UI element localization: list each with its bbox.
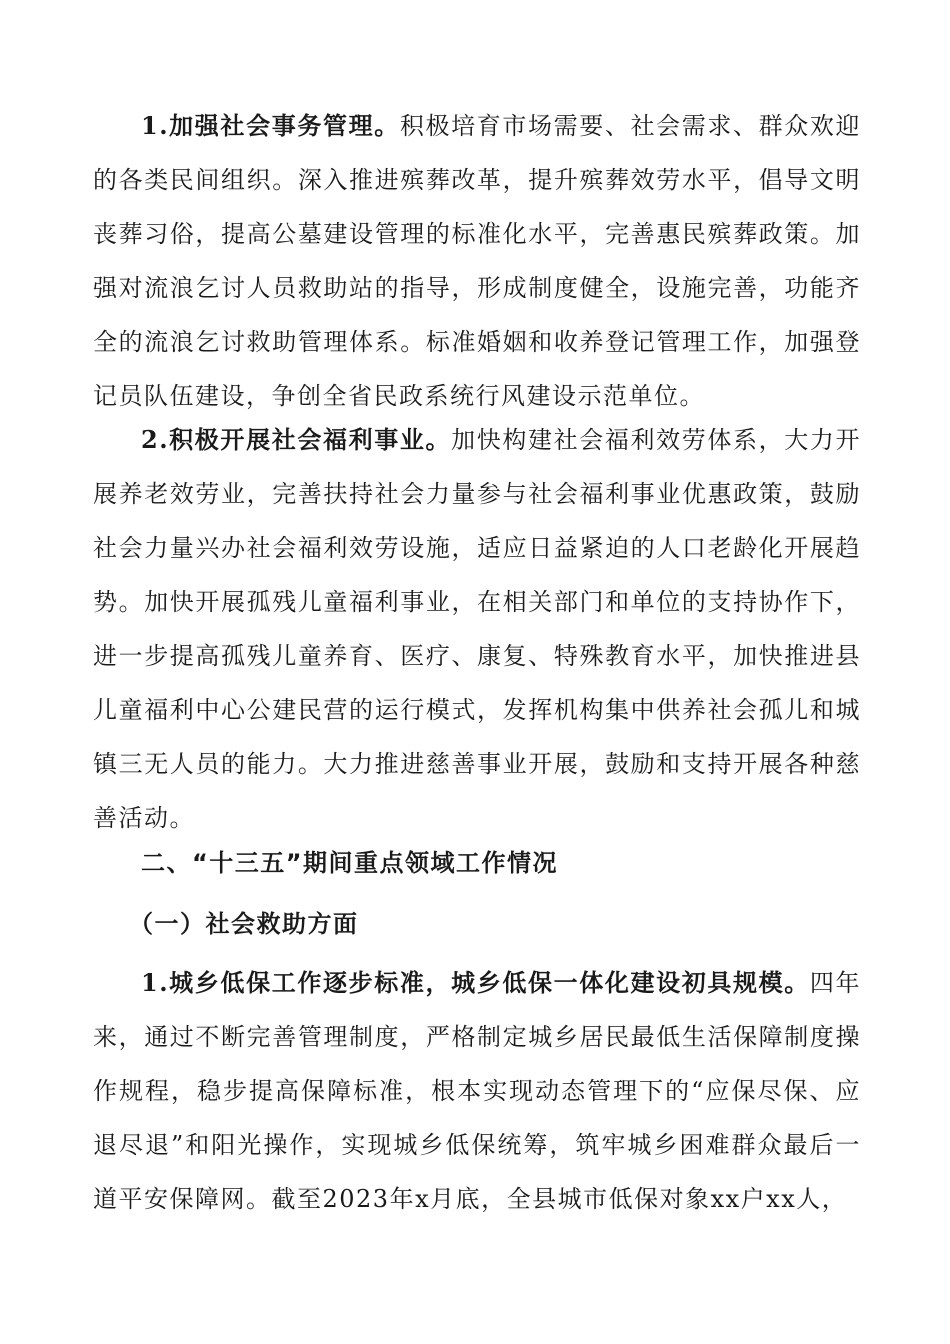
- paragraph-social-welfare: [93, 413, 861, 845]
- section-heading: 二、“十三五”期间重点领域工作情况: [141, 849, 559, 877]
- paragraph-body: 积极培育市场需要、社会需求、群众欢迎的各类民间组织。深入推进殡葬改革，提升殡葬效劳水平，倡导文明丧葬习俗，提高公墓建设管理的标准化水平，完善惠民殡葬政策。加强对流浪乞讨人员救助站的指导，形成制度健全，设施完善，功能齐全的流浪乞讨救助管理体系。标准婚姻和收养登记管理工作，加强登记员队伍建设，争创全省民政系统行风建设示范单位。: [93, 112, 861, 410]
- paragraph-social-affairs: [93, 99, 861, 423]
- subsection-heading: （一）社会救助方面: [129, 910, 359, 938]
- paragraph-lead: 1.加强社会事务管理。: [141, 111, 400, 140]
- paragraph-minimum-living: [93, 956, 861, 1226]
- paragraph-lead: 2.积极开展社会福利事业。: [141, 425, 452, 454]
- paragraph-body: 加快构建社会福利效劳体系，大力开展养老效劳业，完善扶持社会力量参与社会福利事业优惠政策，鼓励社会力量兴办社会福利效劳设施，适应日益紧迫的人口老龄化开展趋势。加快开展孤残儿童福利事业，在相关部门和单位的支持协作下，进一步提高孤残儿童养育、医疗、康复、特殊教育水平，加快推进县儿童福利中心公建民营的运行模式，发挥机构集中供养社会孤儿和城镇三无人员的能力。大力推进慈善事业开展，鼓励和支持开展各种慈善活动。: [93, 426, 862, 832]
- paragraph-body: 四年来，通过不断完善管理制度，严格制定城乡居民最低生活保障制度操作规程，稳步提高保障标准，根本实现动态管理下的“应保尽保、应退尽退”和阳光操作，实现城乡低保统筹，筑牢城乡困难群众最后一道平安保障网。截至2023年x月底，全县城市低保对象xx户xx人，: [93, 969, 862, 1213]
- paragraph-lead: 1.城乡低保工作逐步标准，城乡低保一体化建设初具规模。: [141, 968, 810, 997]
